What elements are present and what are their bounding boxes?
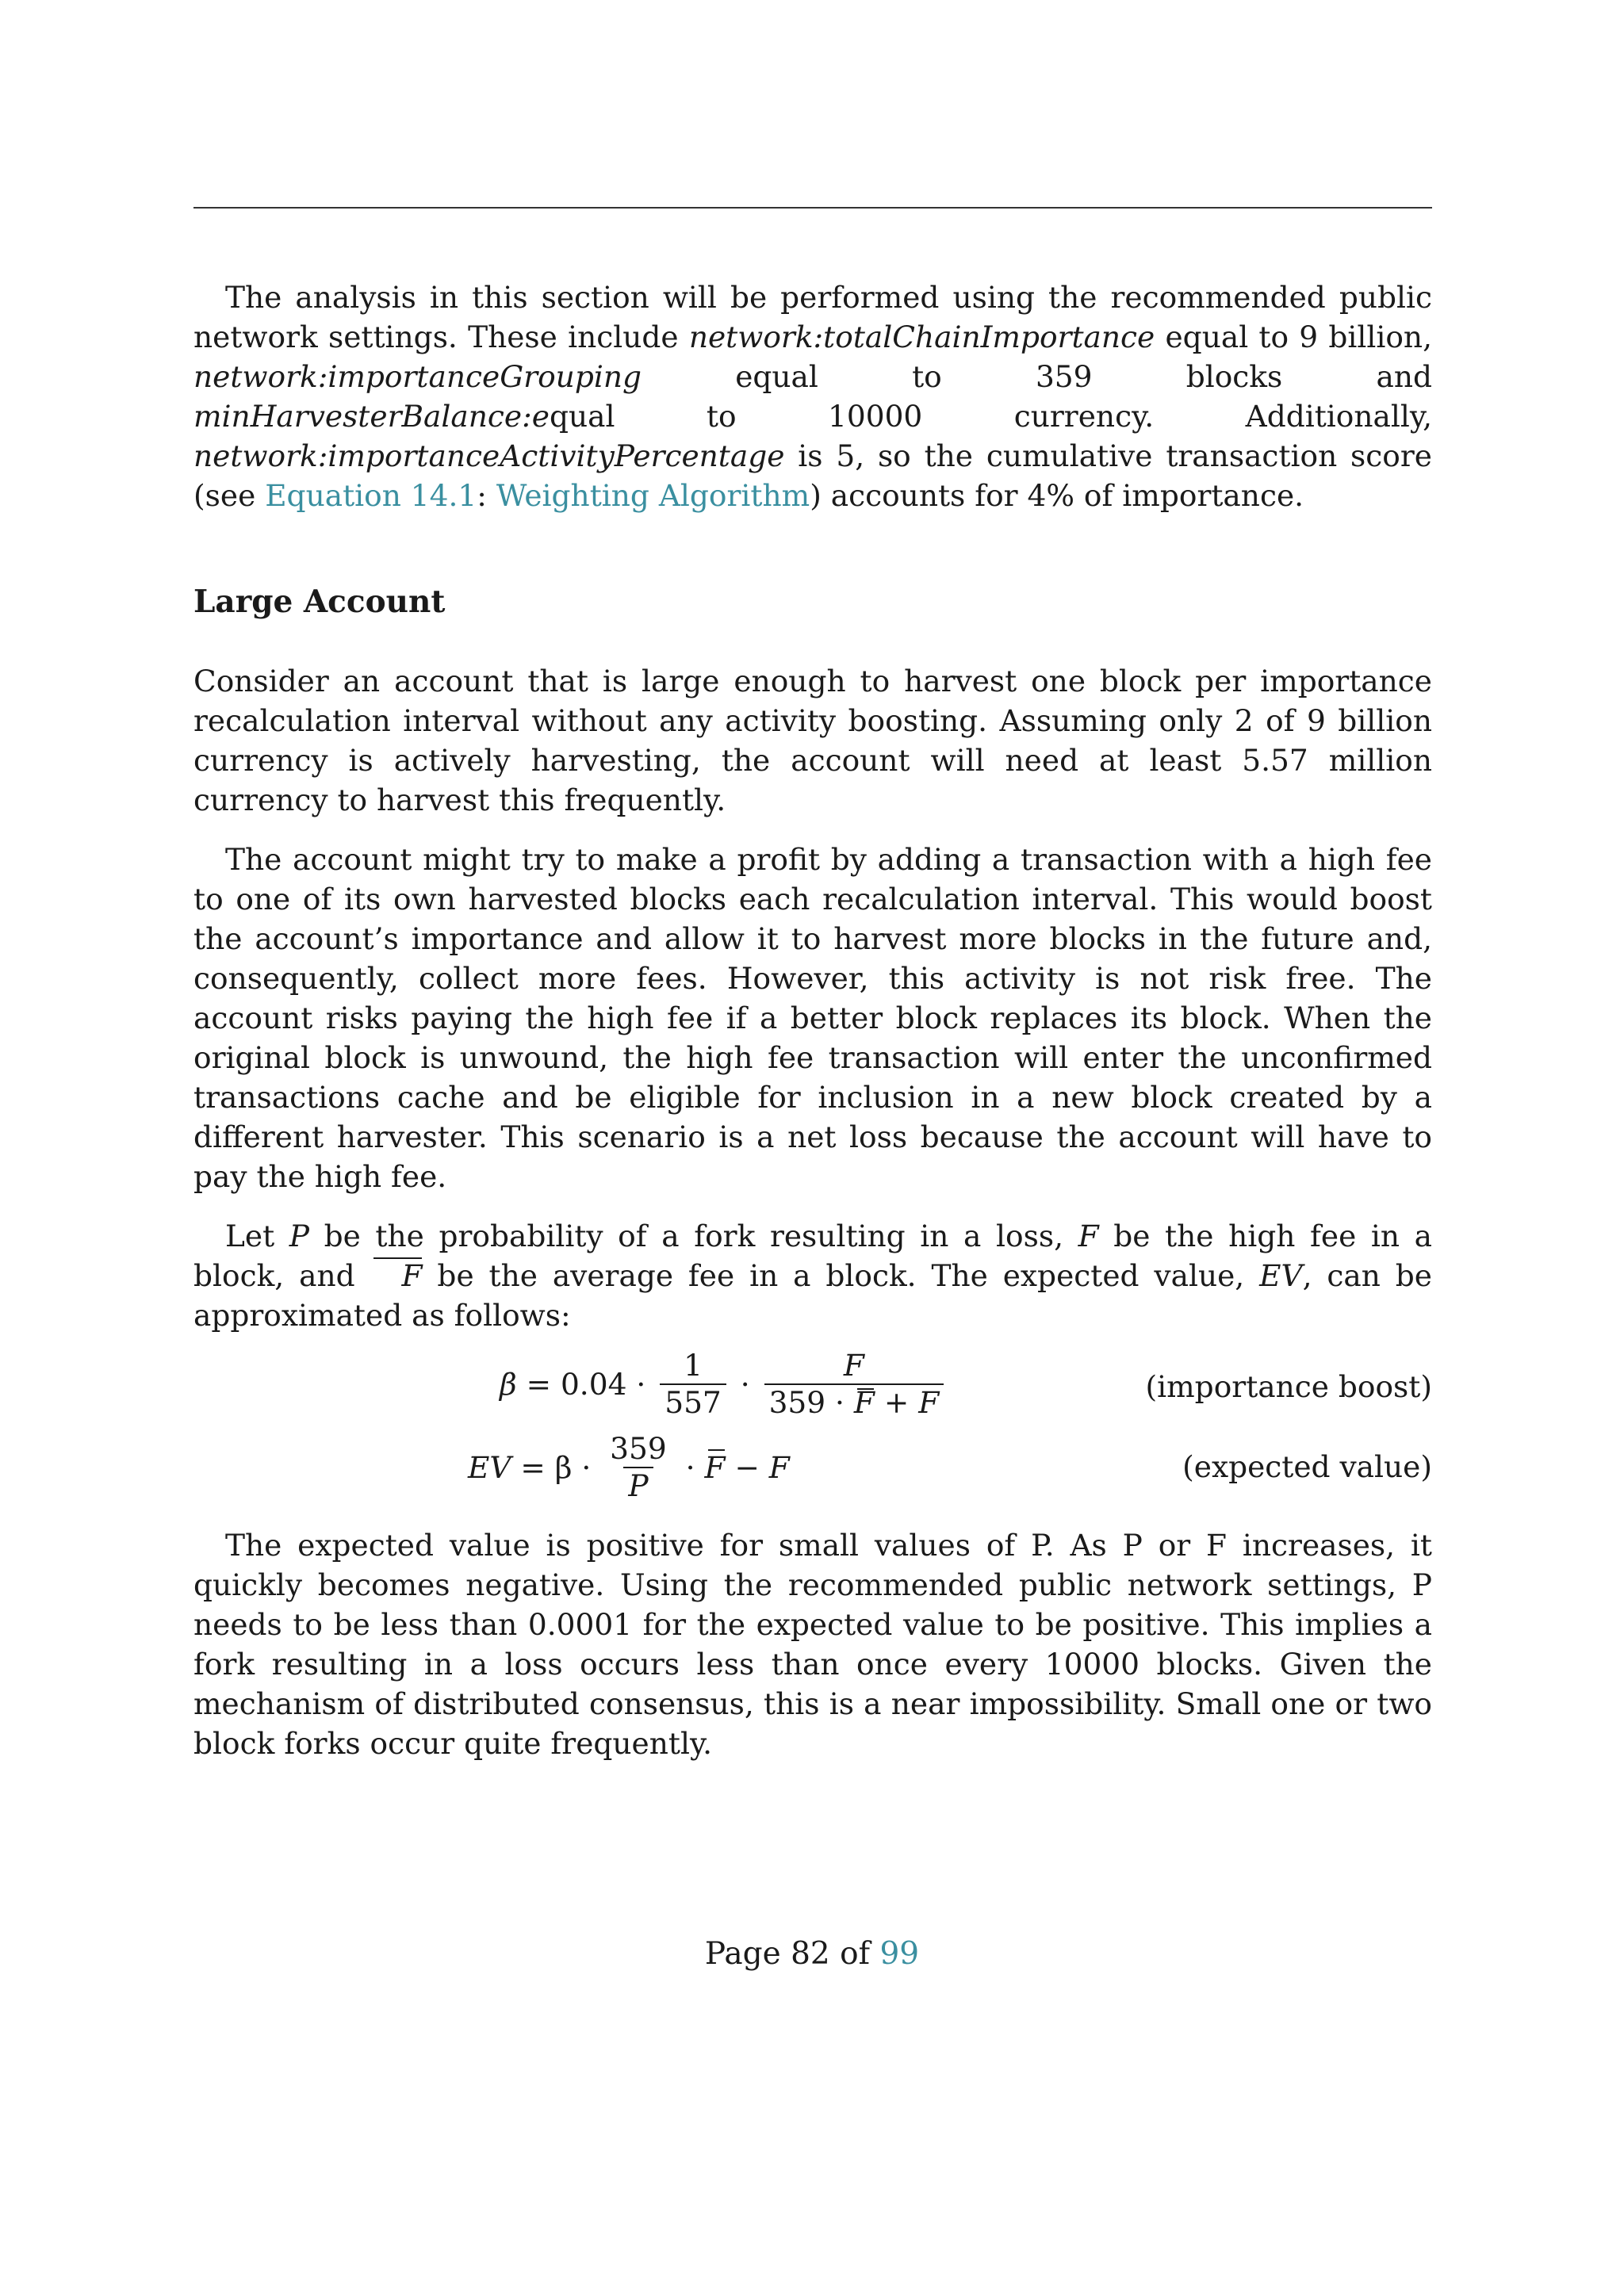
setting-min-harvester-balance: minHarvesterBalance:e <box>193 399 550 434</box>
fraction: $\frac{1}{557}$ <box>660 1349 726 1420</box>
equation-link[interactable]: Equation 14.1 <box>265 478 477 513</box>
paragraph-1: Consider an account that is large enough to harvest one block per importance recalculation interval without any activity boosting. Assuming only 2 of 9 billion currency is actively harvesting, the account will need at least 5.57 million currency to harvest this frequently. <box>193 664 1432 817</box>
intro-text: qual to 10000 currency. Additionally, <box>549 399 1432 434</box>
paragraph-4: The expected value is positive for small values of P. As P or F increases, it quickly becomes negative. Using the recommended public network settings, P needs to be less than 0.0001 for the expected value to be positive. This implies a fork resulting in a loss occurs less than once every 10000 blocks. Given the mechanism of distributed consensus, this is a near impossibility. Small one or two block forks occur quite frequently. <box>193 1528 1432 1761</box>
var-ev: EV <box>1259 1258 1303 1293</box>
intro-text: is 5, so the cumulative transaction score (see <box>193 438 1432 513</box>
equation-tag: (importance boost) <box>1145 1369 1432 1404</box>
weighting-algorithm-link[interactable]: Weighting Algorithm <box>496 478 810 513</box>
setting-importance-activity-percentage: network:importanceActivityPercentage <box>193 438 785 473</box>
equation-tag: (expected value) <box>1182 1449 1432 1484</box>
page-footer: Page 82 of 99 <box>704 1936 920 1972</box>
equation-importance-boost: β = 0.04 · $\frac{1}{557}$ · $\frac{F}{359 \cdot F + F}$ <box>500 1349 948 1420</box>
var-f-bar: F <box>370 1256 423 1295</box>
intro-text: ) accounts for 4% of importance. <box>810 478 1304 513</box>
setting-importance-grouping: network:importanceGrouping <box>193 359 642 394</box>
total-pages-link[interactable]: 99 <box>879 1936 920 1972</box>
paragraph-3: Let P be the probability of a fork resulting in a loss, F be the high fee in a block, and F be the average fee in a block. The expected value, EV, can be approximated as follows: <box>193 1219 1432 1333</box>
intro-text: : <box>477 478 496 513</box>
equation-expected-value: EV = β · $\frac{359}{P}$ · F − F <box>468 1431 790 1504</box>
fraction: $\frac{F}{359 \cdot F + F}$ <box>764 1349 944 1420</box>
header-rule <box>193 207 1432 209</box>
paragraph-2: The account might try to make a profit by adding a transaction with a high fee to one of its own harvested blocks each recalculation interval. This would boost the account’s importance and allow it to harvest more blocks in the future and, consequently, collect more fees. However, this activity is not risk free. The account risks paying the high fee if a better block replaces its block. When the original block is unwound, the high fee transaction will enter the unconfirmed transactions cache and be eligible for inclusion in a new block created by a different harvester. This scenario is a net loss because the account will have to pay the high fee. <box>193 842 1432 1194</box>
section-heading: Large Account <box>193 584 446 620</box>
intro-text: equal to 359 blocks and <box>641 359 1432 394</box>
var-p: P <box>289 1219 310 1253</box>
intro-text: The analysis in this section will be performed using the recommended public network settings. These include <box>193 280 1432 354</box>
page-body <box>193 277 1432 1763</box>
setting-total-chain-importance: network:totalChainImportance <box>688 320 1155 354</box>
fraction: $\frac{359}{P}$ <box>610 1431 667 1504</box>
var-f: F <box>1078 1219 1099 1253</box>
intro-text: equal to 9 billion, <box>1155 320 1432 354</box>
equation-block <box>193 1349 1432 1516</box>
page-number: Page 82 <box>704 1936 830 1972</box>
intro-paragraph <box>193 277 1432 515</box>
